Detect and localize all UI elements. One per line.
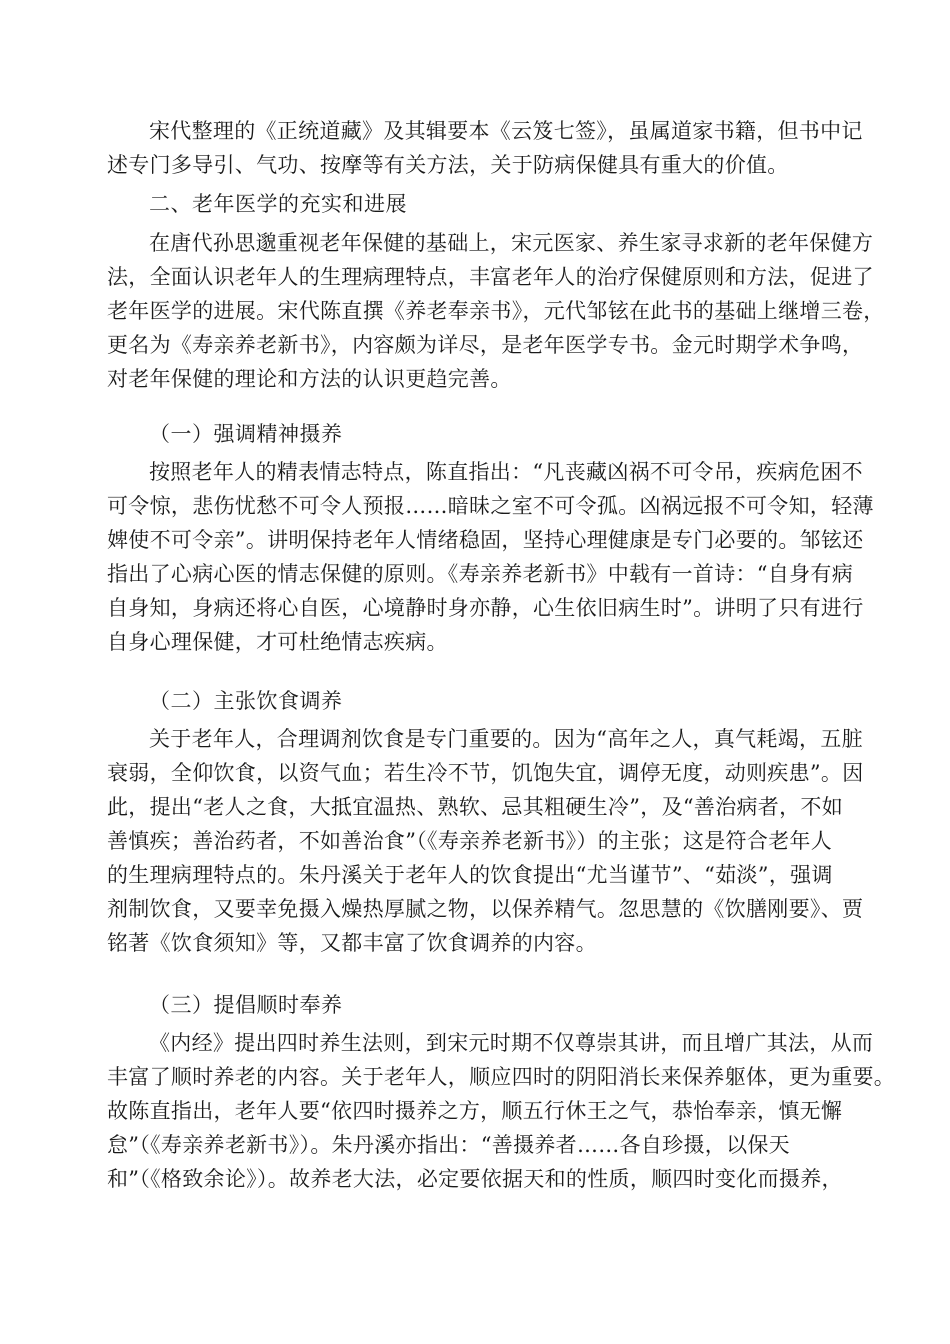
text-line: 指出了心病心医的情志保健的原则。《寿亲养老新书》中载有一首诗：“自身有病: [107, 562, 854, 586]
text-line: 在唐代孙思邈重视老年保健的基础上，宋元医家、养生家寻求新的老年保健方: [149, 231, 874, 255]
text-line: 故陈直指出，老年人要“依四时摄养之方，顺五行休王之气，恭怡奉亲，慎无懈: [107, 1099, 843, 1123]
text-line: 衰弱，全仰饮食，以资气血；若生冷不节，饥饱失宜，调停无度，动则疾患”。因: [107, 761, 864, 785]
heading-text: （三）提倡顺时奉养: [149, 993, 343, 1017]
text-line: 丰富了顺时养老的内容。关于老年人，顺应四时的阴阳消长来保养躯体，更为重要。: [107, 1065, 896, 1089]
text-line: 此，提出“老人之食，大抵宜温热、熟软、忌其粗硬生冷”，及“善治病者，不如: [107, 795, 844, 819]
subsection-heading: [107, 684, 849, 718]
text-line: 善慎疾；善治药者，不如善治食”（《寿亲养老新书》）的主张；这是符合老年人: [107, 829, 833, 853]
text-line: 剂制饮食，又要幸免摄入燥热厚腻之物，以保养精气。忽思慧的《饮膳刚要》、贾: [107, 897, 864, 921]
subsection-heading: [107, 988, 849, 1022]
text-line: 铭著《饮食须知》等，又都丰富了饮食调养的内容。: [107, 931, 597, 955]
heading-text: （二）主张饮食调养: [149, 689, 343, 713]
subsection-heading: [107, 417, 849, 451]
text-line: 可令惊，悲伤忧愁不可令人预报……暗昧之室不可令孤。凶祸远报不可令知，轻薄: [107, 494, 874, 518]
heading-text: 二、老年医学的充实和进展: [149, 192, 407, 216]
text-line: 的生理病理特点的。朱丹溪关于老年人的饮食提出“尤当谨节”、“茹淡”，强调: [107, 863, 833, 887]
heading-text: （一）强调精神摄养: [149, 422, 343, 446]
text-line: 老年医学的进展。宋代陈直撰《养老奉亲书》，元代邹铉在此书的基础上继增三卷，: [107, 299, 885, 323]
text-line: 对老年保健的理论和方法的认识更趋完善。: [107, 367, 512, 391]
paragraph: [107, 722, 864, 960]
text-line: 法，全面认识老年人的生理病理特点，丰富老年人的治疗保健原则和方法，促进了: [107, 265, 874, 289]
text-line: 自身知，身病还将心自医，心境静时身亦静，心生依旧病生时”。讲明了只有进行: [107, 596, 864, 620]
section-heading: [107, 187, 849, 221]
text-line: 述专门多导引、气功、按摩等有关方法，关于防病保健具有重大的价值。: [107, 153, 789, 177]
text-line: 自身心理保健，才可杜绝情志疾病。: [107, 630, 448, 654]
text-line: 《内经》提出四时养生法则，到宋元时期不仅尊崇其讲，而且增广其法，从而: [149, 1031, 874, 1055]
paragraph: [107, 1026, 896, 1196]
text-line: 更名为《寿亲养老新书》，内容颇为详尽，是老年医学专书。金元时期学术争鸣，: [107, 333, 864, 357]
text-line: 按照老年人的精表情志特点，陈直指出：“凡丧藏凶祸不可令吊，疾病危困不: [149, 460, 863, 484]
text-line: 婢使不可令亲”。讲明保持老年人情绪稳固，坚持心理健康是专门必要的。邹铉还: [107, 528, 864, 552]
text-line: 和”（《格致余论》）。故养老大法，必定要依据天和的性质，顺四时变化而摄养，: [107, 1167, 843, 1191]
paragraph: [107, 455, 874, 659]
paragraph: [107, 226, 885, 396]
paragraph: [107, 114, 863, 182]
text-line: 关于老年人，合理调剂饮食是专门重要的。因为“高年之人，真气耗竭，五脏: [149, 727, 863, 751]
text-line: 怠”（《寿亲养老新书》）。朱丹溪亦指出：“善摄养者……各自珍摄，以保天: [107, 1133, 790, 1157]
text-line: 宋代整理的《正统道藏》及其辑要本《云笈七签》，虽属道家书籍，但书中记: [149, 119, 863, 143]
